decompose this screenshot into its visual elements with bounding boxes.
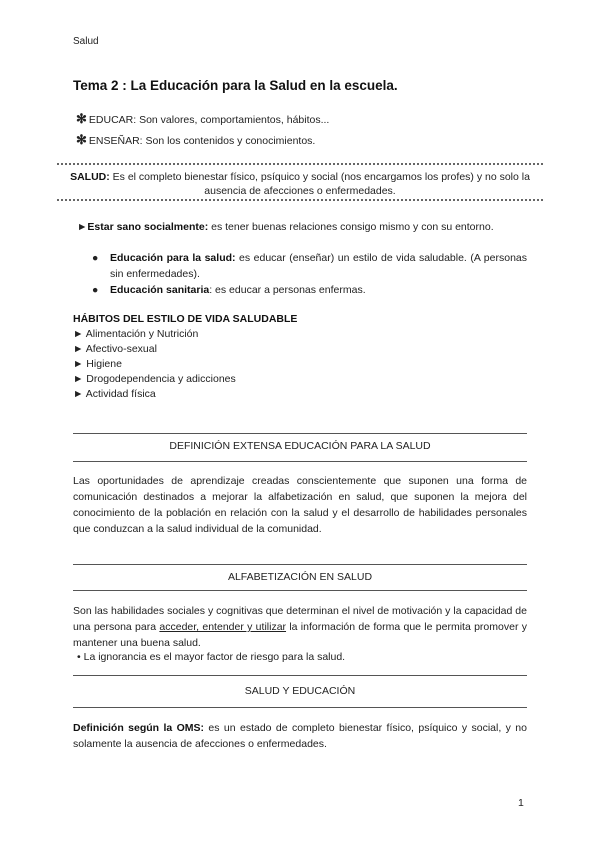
definition-text: EDUCAR: Son valores, comportamientos, hábitos... [88, 114, 330, 126]
triangle-icon: ► [77, 221, 88, 233]
text: es un estado de completo bienestar físico, psíquico y social, y no solamente la ausencia de afecciones o enfermedades. [73, 722, 527, 750]
list-item: ► Actividad física [73, 388, 156, 400]
divider [73, 590, 527, 591]
list-item: ► Afectivo-sexual [73, 343, 157, 355]
section-heading: DEFINICIÓN EXTENSA EDUCACIÓN PARA LA SALUD [169, 440, 431, 452]
section-text [73, 720, 527, 752]
asterisk-icon: ✻ [76, 111, 87, 126]
list-item: ► Alimentación y Nutrición [73, 328, 199, 340]
section-heading: ALFABETIZACIÓN EN SALUD [227, 571, 373, 583]
asterisk-icon: ✻ [76, 132, 87, 147]
section-text [73, 603, 527, 651]
salud-label: SALUD: [70, 171, 110, 183]
definition-text: ENSEÑAR: Son los contenidos y conocimientos. [88, 135, 316, 147]
bullet-text: La ignorancia es el mayor factor de riesgo para la salud. [83, 651, 346, 663]
list-item: ► Drogodependencia y adicciones [73, 373, 236, 385]
divider [73, 675, 527, 676]
bullet-label: Educación sanitaria [110, 284, 210, 296]
list-item [92, 283, 527, 299]
salud-text: Es el completo bienestar físico, psíquico y social (nos encargamos los profes) y no solo la ausencia de afecciones o enfermedades. [109, 171, 530, 197]
bullet-icon: ● [92, 284, 99, 296]
definition-educar [76, 111, 329, 127]
oms-label: Definición según la OMS: [73, 722, 205, 734]
divider [73, 707, 527, 708]
divider [73, 433, 527, 434]
page-number: 1 [518, 797, 524, 809]
list-item [92, 251, 527, 282]
divider [73, 564, 527, 565]
page-title: Tema 2 : La Educación para la Salud en la escuela. [73, 78, 398, 93]
habits-list [73, 312, 297, 402]
bullet-text: : es educar a personas enfermas. [209, 284, 366, 296]
social-label: Estar sano socialmente: [87, 221, 209, 233]
section-text: Las oportunidades de aprendizaje creadas conscientemente que suponen una forma de comunicación destinados a mejorar la alfabetización en salud, que suponen la mejora del conocimiento de la población en relación con la salud y el desarrollo de habilidades personales que conduzcan a la salud individual de la comunidad. [73, 475, 527, 535]
text: Son las habilidades sociales y cognitivas que determinan el nivel de motivación y la capacidad de una persona para [73, 605, 527, 633]
page-header: Salud [73, 36, 99, 47]
definition-ensenar [76, 132, 315, 148]
underlined-text: acceder, entender y utilizar [159, 621, 287, 633]
list-item [77, 651, 345, 663]
social-text: es tener buenas relaciones consigo mismo y con su entorno. [208, 221, 494, 233]
habits-heading: HÁBITOS DEL ESTILO DE VIDA SALUDABLE [73, 313, 298, 325]
social-health-line [77, 221, 494, 233]
divider [73, 461, 527, 462]
education-bullets [92, 251, 527, 300]
bullet-text: es educar (enseñar) un estilo de vida saludable. (A personas sin enfermedades). [110, 252, 527, 280]
list-item: ► Higiene [73, 358, 122, 370]
salud-definition-box [57, 163, 543, 201]
text: la información de forma que le permita promover y mantener una buena salud. [73, 621, 527, 649]
bullet-icon: • [77, 651, 81, 663]
section-heading: SALUD Y EDUCACIÓN [244, 685, 356, 697]
bullet-label: Educación para la salud: [110, 252, 236, 264]
bullet-icon: ● [92, 252, 99, 264]
